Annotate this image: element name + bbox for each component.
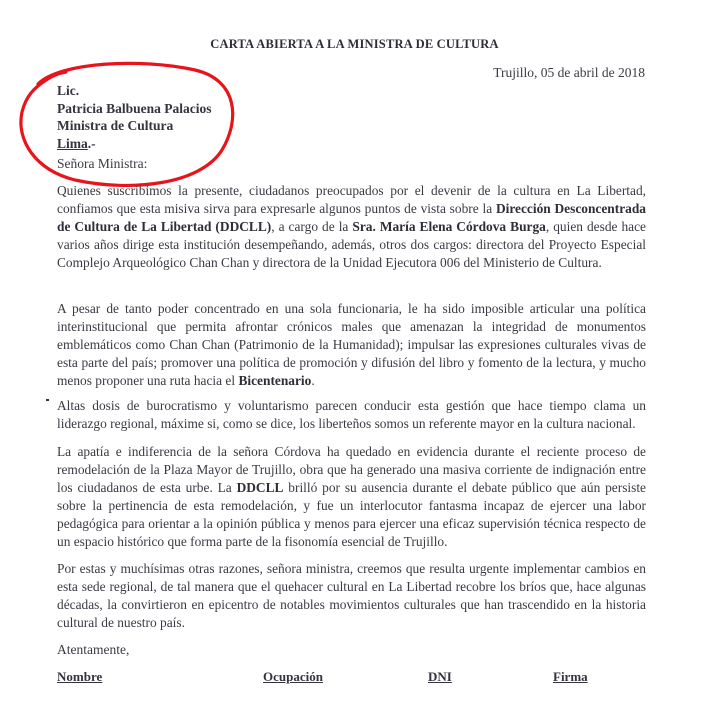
addressee-city-name: Lima	[57, 135, 88, 151]
addressee-block	[57, 82, 212, 152]
closing: Atentamente,	[57, 642, 130, 657]
signature-column-dni: DNI	[428, 669, 452, 684]
signature-column-firma: Firma	[553, 669, 588, 684]
p4-text-c: brilló por su ausencia durante el debate público que aún persiste sobre la pertinencia de esta remodelación, y fue un interlocutor fantasma incapaz de ejercer una labor pedagógica para orientar a la opinión pública y menos para ejercer una eficaz supervisión técnica respecto de un espacio histórico que forma parte de la fisonomía esencial de Trujillo.	[57, 480, 646, 550]
p1-text-c: , a cargo de la	[271, 219, 353, 235]
p1-text-a: Quienes suscribimos la presente, ciudadanos preocupados por el devenir de la cultura en La Libertad, confiamos que esta misiva sirva para expresarle algunos puntos de vista sobre la	[57, 183, 646, 217]
p4-bold-ddcll: DDCLL	[236, 480, 284, 496]
stray-mark	[46, 399, 49, 401]
letter-title: CARTA ABIERTA A LA MINISTRA DE CULTURA	[210, 37, 499, 51]
paragraph-1	[57, 182, 646, 272]
p2-text-a: A pesar de tanto poder concentrado en una sola funcionaria, le ha sido imposible articular una política interinstitucional que permita afrontar crónicos males que amenazan la integridad de monumentos emblemáticos como Chan Chan (Patrimonio de la Humanidad); impulsar las expresiones culturales vivas de esta parte del país; promover una política de promoción y difusión del libro y fomento de la lectura, y mucho menos proponer una ruta hacia el	[57, 301, 646, 389]
p1-bold-name: Sra. María Elena Córdova Burga	[352, 219, 546, 235]
salutation: Señora Ministra:	[57, 156, 148, 171]
p2-text-c: .	[311, 373, 315, 389]
addressee-position: Ministra de Cultura	[57, 118, 174, 133]
paragraph-5: Por estas y muchísimas otras razones, señora ministra, creemos que resulta urgente implementar cambios en esta sede regional, de tal manera que el quehacer cultural en La Libertad recobre los bríos que, hace algunas décadas, la convirtieron en epicentro de notables movimientos culturales que han trascendido en la historia cultural de nuestro país.	[57, 561, 646, 631]
letter-date: Trujillo, 05 de abril de 2018	[493, 65, 645, 80]
paragraph-2	[57, 300, 646, 390]
addressee-city-suffix: .-	[87, 135, 96, 151]
signature-column-ocupacion: Ocupación	[263, 669, 323, 684]
paragraph-3: Altas dosis de burocratismo y voluntarismo parecen conducir esta gestión que hace tiempo clama un liderazgo regional, máxime si, como se dice, los liberteños somos un referente mayor en la cultura nacional.	[57, 398, 646, 432]
p2-bold-bicentenario: Bicentenario	[238, 373, 312, 389]
paragraph-4	[57, 443, 646, 552]
signature-column-nombre: Nombre	[57, 669, 103, 684]
p4-text-a: La apatía e indiferencia de la señora Córdova ha quedado en evidencia durante el reciente proceso de remodelación de la Plaza Mayor de Trujillo, obra que ha generado una masiva corriente de indignación entre los ciudadanos de esta urbe. La	[57, 444, 646, 496]
addressee-city	[57, 135, 212, 153]
addressee-name: Patricia Balbuena Palacios	[57, 100, 212, 116]
addressee-honorific: Lic.	[57, 83, 80, 98]
p1-text-e: , quien desde hace varios años dirige esta institución desempeñando, además, otros dos cargos: directora del Proyecto Especial Complejo Arqueológico Chan Chan y directora de la Unidad Ejecutora 006 del Ministerio de Cultura.	[57, 219, 647, 271]
p1-bold-ddcll: Dirección Desconcentrada de Cultura de La Libertad (DDCLL)	[57, 201, 646, 235]
